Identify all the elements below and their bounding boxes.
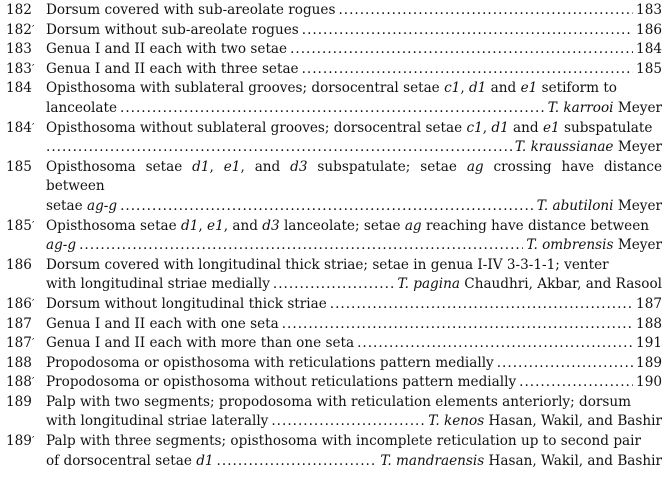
- couplet-185: [0, 158, 666, 217]
- couplet-text: ag-g: [46, 237, 77, 254]
- lead-to[interactable]: 191: [636, 335, 662, 352]
- couplet-number: 184: [6, 80, 32, 97]
- taxon-name: T. abutiloni: [536, 197, 614, 214]
- couplet-number: 185′: [6, 217, 35, 234]
- couplet-text: Opisthosoma setae d1, e1, and d3 subspatulate; setae ag crossing have distance between: [46, 158, 662, 195]
- couplet-183-prime: [0, 60, 666, 80]
- couplet-184: [0, 79, 666, 118]
- couplet-182-prime: [0, 21, 666, 41]
- couplet-number: 186: [6, 256, 32, 273]
- couplet-text: Opisthosoma setae d1, e1, and d3 lanceolate; setae ag reaching have distance between: [46, 217, 650, 234]
- couplet-text: setae ag-g: [46, 197, 118, 214]
- couplet-number: 189: [6, 393, 32, 410]
- couplet-text: Dorsum without longitudinal thick striae: [46, 295, 327, 312]
- taxon-author: Meyer: [617, 139, 662, 156]
- lead-to[interactable]: 190: [636, 374, 662, 391]
- lead-to[interactable]: 183: [636, 2, 662, 18]
- couplet-text: with longitudinal striae laterally: [46, 413, 269, 430]
- couplet-186: [0, 256, 666, 295]
- taxon-name: T. kenos: [428, 413, 485, 430]
- couplet-text: Opisthosoma with sublateral grooves; dorsocentral setae c1, d1 and e1 setiform to: [46, 80, 617, 97]
- taxon-name: T. kraussianae: [514, 139, 614, 156]
- lead-to[interactable]: 189: [636, 354, 662, 371]
- lead-to[interactable]: 186: [636, 21, 662, 38]
- lead-to[interactable]: 187: [636, 295, 662, 312]
- couplet-188-prime: [0, 373, 666, 393]
- taxon-name: T. pagina: [397, 276, 460, 293]
- lead-to[interactable]: 185: [636, 60, 662, 77]
- couplet-183: [0, 40, 666, 60]
- couplet-number: 189′: [6, 433, 35, 450]
- couplet-text: with longitudinal striae medially: [46, 276, 270, 293]
- couplet-text: Opisthosoma without sublateral grooves; dorsocentral setae c1, d1 and e1 subspatulate: [46, 119, 653, 136]
- couplet-188: [0, 354, 666, 374]
- couplet-187: [0, 315, 666, 335]
- taxon-name: T. karrooi: [547, 99, 614, 116]
- couplet-text: Dorsum covered with sub-areolate rogues: [46, 2, 336, 18]
- couplet-text: Propodosoma or opisthosoma without reticulations pattern medially: [46, 374, 517, 391]
- couplet-number: 185: [6, 158, 32, 175]
- couplet-184-prime: [0, 119, 666, 158]
- taxon-name: T. mandraensis: [380, 452, 485, 469]
- couplet-text: Genua I and II each with two setae: [46, 41, 288, 58]
- couplet-number: 186′: [6, 295, 35, 312]
- couplet-185-prime: [0, 217, 666, 256]
- couplet-text: Genua I and II each with three setae: [46, 60, 299, 77]
- couplet-186-prime: [0, 295, 666, 315]
- couplet-text: Propodosoma or opisthosoma with reticulations pattern medially: [46, 354, 494, 371]
- couplet-text: Genua I and II each with more than one seta: [46, 335, 355, 352]
- taxon-author: Hasan, Wakil, and Bashir: [488, 452, 662, 469]
- couplet-182: [0, 1, 666, 21]
- couplet-text: Palp with three segments; opisthosoma with incomplete reticulation up to second pair: [46, 433, 641, 450]
- taxon-author: Meyer: [617, 197, 662, 214]
- couplet-187-prime: [0, 334, 666, 354]
- taxon-name: T. ombrensis: [526, 237, 614, 254]
- couplet-189-prime: [0, 432, 666, 471]
- couplet-text: of dorsocentral setae d1: [46, 452, 214, 469]
- couplet-number: 182: [6, 2, 32, 18]
- couplet-number: 187: [6, 315, 32, 332]
- taxon-author: Meyer: [617, 99, 662, 116]
- lead-to[interactable]: 188: [636, 315, 662, 332]
- couplet-text: Palp with two segments; propodosoma with reticulation elements anteriorly; dorsum: [46, 393, 632, 410]
- couplet-number: 182′: [6, 21, 35, 38]
- couplet-number: 187′: [6, 335, 35, 352]
- couplet-number: 183: [6, 41, 32, 58]
- couplet-text: Dorsum without sub-areolate rogues: [46, 21, 299, 38]
- couplet-number: 183′: [6, 60, 35, 77]
- couplet-text: Dorsum covered with longitudinal thick striae; setae in genua I-IV 3-3-1-1; venter: [46, 256, 609, 273]
- couplet-number: 188′: [6, 374, 35, 391]
- taxon-author: Hasan, Wakil, and Bashir: [488, 413, 662, 430]
- taxon-author: Meyer: [617, 237, 662, 254]
- couplet-text: Genua I and II each with one seta: [46, 315, 279, 332]
- couplet-189: [0, 393, 666, 432]
- couplet-number: 184′: [6, 119, 35, 136]
- taxon-author: Chaudhri, Akbar, and Rasool: [464, 276, 662, 293]
- couplet-number: 188: [6, 354, 32, 371]
- couplet-text: lanceolate: [46, 99, 118, 116]
- lead-to[interactable]: 184: [636, 41, 662, 58]
